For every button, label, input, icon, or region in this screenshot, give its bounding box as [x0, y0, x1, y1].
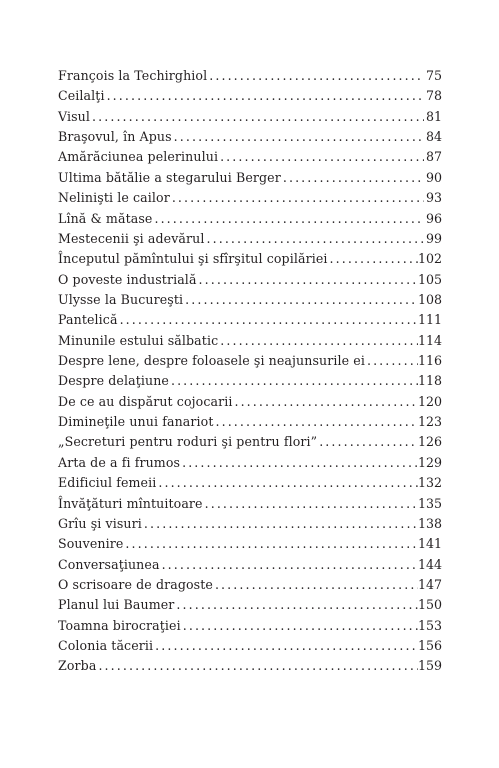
toc-entry-page-number: 96	[425, 210, 442, 226]
dot-leader	[218, 147, 424, 167]
toc-entry	[58, 127, 442, 147]
toc-entry-title: Braşovul, în Apus	[58, 129, 172, 145]
toc-entry	[58, 66, 442, 86]
toc-entry-page-number: 147	[417, 576, 442, 592]
toc-entry-page-number: 129	[417, 454, 442, 470]
toc-entry-title: François la Techirghiol	[58, 68, 208, 83]
toc-entry	[58, 432, 442, 452]
dot-leader	[183, 290, 418, 310]
toc-entry	[58, 147, 442, 167]
toc-entry-title: Despre lene, despre foloasele şi neajunsurile ei	[58, 353, 365, 369]
dot-leader	[328, 249, 418, 269]
toc-entry-page-number: 108	[417, 291, 442, 307]
toc-entry	[58, 290, 442, 310]
toc-entry-title: Edificiul femeii	[58, 475, 157, 491]
toc-entry-page-number: 102	[417, 251, 442, 267]
toc-entry-title: Grîu şi visuri	[58, 515, 142, 531]
toc-entry-title: Dimineţile unui fanariot	[58, 414, 214, 430]
toc-entry-page-number: 111	[417, 312, 442, 328]
toc-entry	[58, 555, 442, 575]
toc-entry-title: Despre delaţiune	[58, 373, 169, 389]
toc-entry	[58, 636, 442, 656]
toc-entry	[58, 514, 442, 534]
toc-entry	[58, 371, 442, 391]
dot-leader	[174, 595, 418, 615]
toc-entry	[58, 473, 442, 493]
toc-entry-title: Conversaţiunea	[58, 556, 160, 572]
toc-entry	[58, 656, 442, 676]
dot-leader	[118, 310, 418, 330]
dot-leader	[181, 616, 418, 636]
toc-entry	[58, 453, 442, 473]
toc-entry-page-number: 150	[417, 597, 442, 613]
dot-leader	[207, 66, 424, 86]
toc-entry-title: O scrisoare de dragoste	[58, 576, 213, 592]
toc-entry-page-number: 78	[425, 88, 442, 104]
toc-entry-title: Visul	[58, 108, 91, 124]
toc-entry-title: Învăţături mîntuitoare	[58, 495, 203, 511]
toc-entry-title: Ceilalţi	[58, 88, 105, 104]
toc-entry-title: Zorba	[58, 658, 97, 674]
dot-leader	[170, 188, 424, 208]
toc-entry-title: Mestecenii şi adevărul	[58, 230, 205, 246]
toc-entry-page-number: 120	[417, 393, 442, 409]
dot-leader	[105, 86, 424, 106]
dot-leader	[317, 432, 418, 452]
toc-entry-page-number: 93	[425, 190, 442, 206]
toc-entry-page-number: 75	[425, 68, 442, 83]
toc-entry	[58, 86, 442, 106]
toc-entry-page-number: 84	[425, 129, 442, 145]
dot-leader	[172, 127, 424, 147]
toc-entry	[58, 107, 442, 127]
toc-entry-title: Pantelică	[58, 312, 118, 328]
toc-entry-page-number: 99	[425, 230, 442, 246]
toc-entry	[58, 310, 442, 330]
toc-entry-title: Începutul pămîntului şi sfîrşitul copilăriei	[58, 251, 328, 267]
toc-entry-page-number: 126	[417, 434, 442, 450]
toc-entry-page-number: 81	[425, 108, 442, 124]
toc-entry-title: Planul lui Baumer	[58, 597, 175, 613]
toc-entry	[58, 209, 442, 229]
toc-entry-page-number: 159	[417, 658, 442, 674]
toc-entry-page-number: 118	[417, 373, 442, 389]
toc-entry	[58, 534, 442, 554]
toc-entry-title: O poveste industrială	[58, 271, 197, 287]
dot-leader	[218, 331, 418, 351]
toc-entry-title: De ce au dispărut cojocarii	[58, 393, 233, 409]
dot-leader	[197, 270, 418, 290]
toc-entry	[58, 412, 442, 432]
toc-entry	[58, 494, 442, 514]
dot-leader	[180, 453, 418, 473]
dot-leader	[153, 636, 418, 656]
toc-entry-page-number: 123	[417, 414, 442, 430]
toc-entry	[58, 270, 442, 290]
toc-entry-page-number: 141	[417, 536, 442, 552]
dot-leader	[281, 168, 424, 188]
toc-entry	[58, 616, 442, 636]
dot-leader	[96, 656, 418, 676]
dot-leader	[205, 229, 425, 249]
toc-entry-title: Colonia tăcerii	[58, 638, 154, 654]
toc-entry	[58, 168, 442, 188]
dot-leader	[123, 534, 418, 554]
toc-entry-page-number: 138	[417, 515, 442, 531]
dot-leader	[152, 209, 424, 229]
dot-leader	[232, 392, 417, 412]
toc-entry-page-number: 105	[417, 271, 442, 287]
toc-entry-title: „Secreturi pentru roduri şi pentru flori”	[58, 434, 318, 450]
toc-entry-page-number: 156	[417, 638, 442, 654]
toc-entry	[58, 351, 442, 371]
toc-entry-page-number: 90	[425, 169, 442, 185]
toc-entry	[58, 331, 442, 351]
toc-entry-title: Souvenire	[58, 536, 124, 552]
dot-leader	[156, 473, 418, 493]
toc-entry-title: Nelinişti le cailor	[58, 190, 170, 206]
toc-entry-page-number: 87	[425, 149, 442, 165]
toc-entry	[58, 229, 442, 249]
dot-leader	[142, 514, 418, 534]
toc-entry-page-number: 114	[417, 332, 442, 348]
toc-entry-page-number: 144	[417, 556, 442, 572]
dot-leader	[213, 575, 418, 595]
dot-leader	[203, 494, 418, 514]
toc-entry-title: Ultima bătălie a stegarului Berger	[58, 169, 281, 185]
toc-entry-title: Arta de a fi frumos	[58, 454, 181, 470]
dot-leader	[90, 107, 424, 127]
toc-entry	[58, 575, 442, 595]
dot-leader	[169, 371, 418, 391]
toc-entry-title: Minunile estului sălbatic	[58, 332, 219, 348]
toc-entry-title: Amărăciunea pelerinului	[58, 149, 219, 165]
toc-entry-page-number: 153	[417, 617, 442, 633]
toc-entry-title: Toamna birocraţiei	[58, 617, 181, 633]
toc-entry	[58, 188, 442, 208]
toc-entry	[58, 249, 442, 269]
toc-entry-title: Lînă & mătase	[58, 210, 153, 226]
table-of-contents	[58, 66, 442, 677]
toc-entry-title: Ulysse la Bucureşti	[58, 291, 184, 307]
toc-entry-page-number: 116	[417, 353, 442, 369]
dot-leader	[160, 555, 418, 575]
dot-leader	[365, 351, 418, 371]
toc-entry-page-number: 135	[417, 495, 442, 511]
toc-entry	[58, 392, 442, 412]
toc-entry-page-number: 132	[417, 475, 442, 491]
toc-entry	[58, 595, 442, 615]
dot-leader	[213, 412, 417, 432]
